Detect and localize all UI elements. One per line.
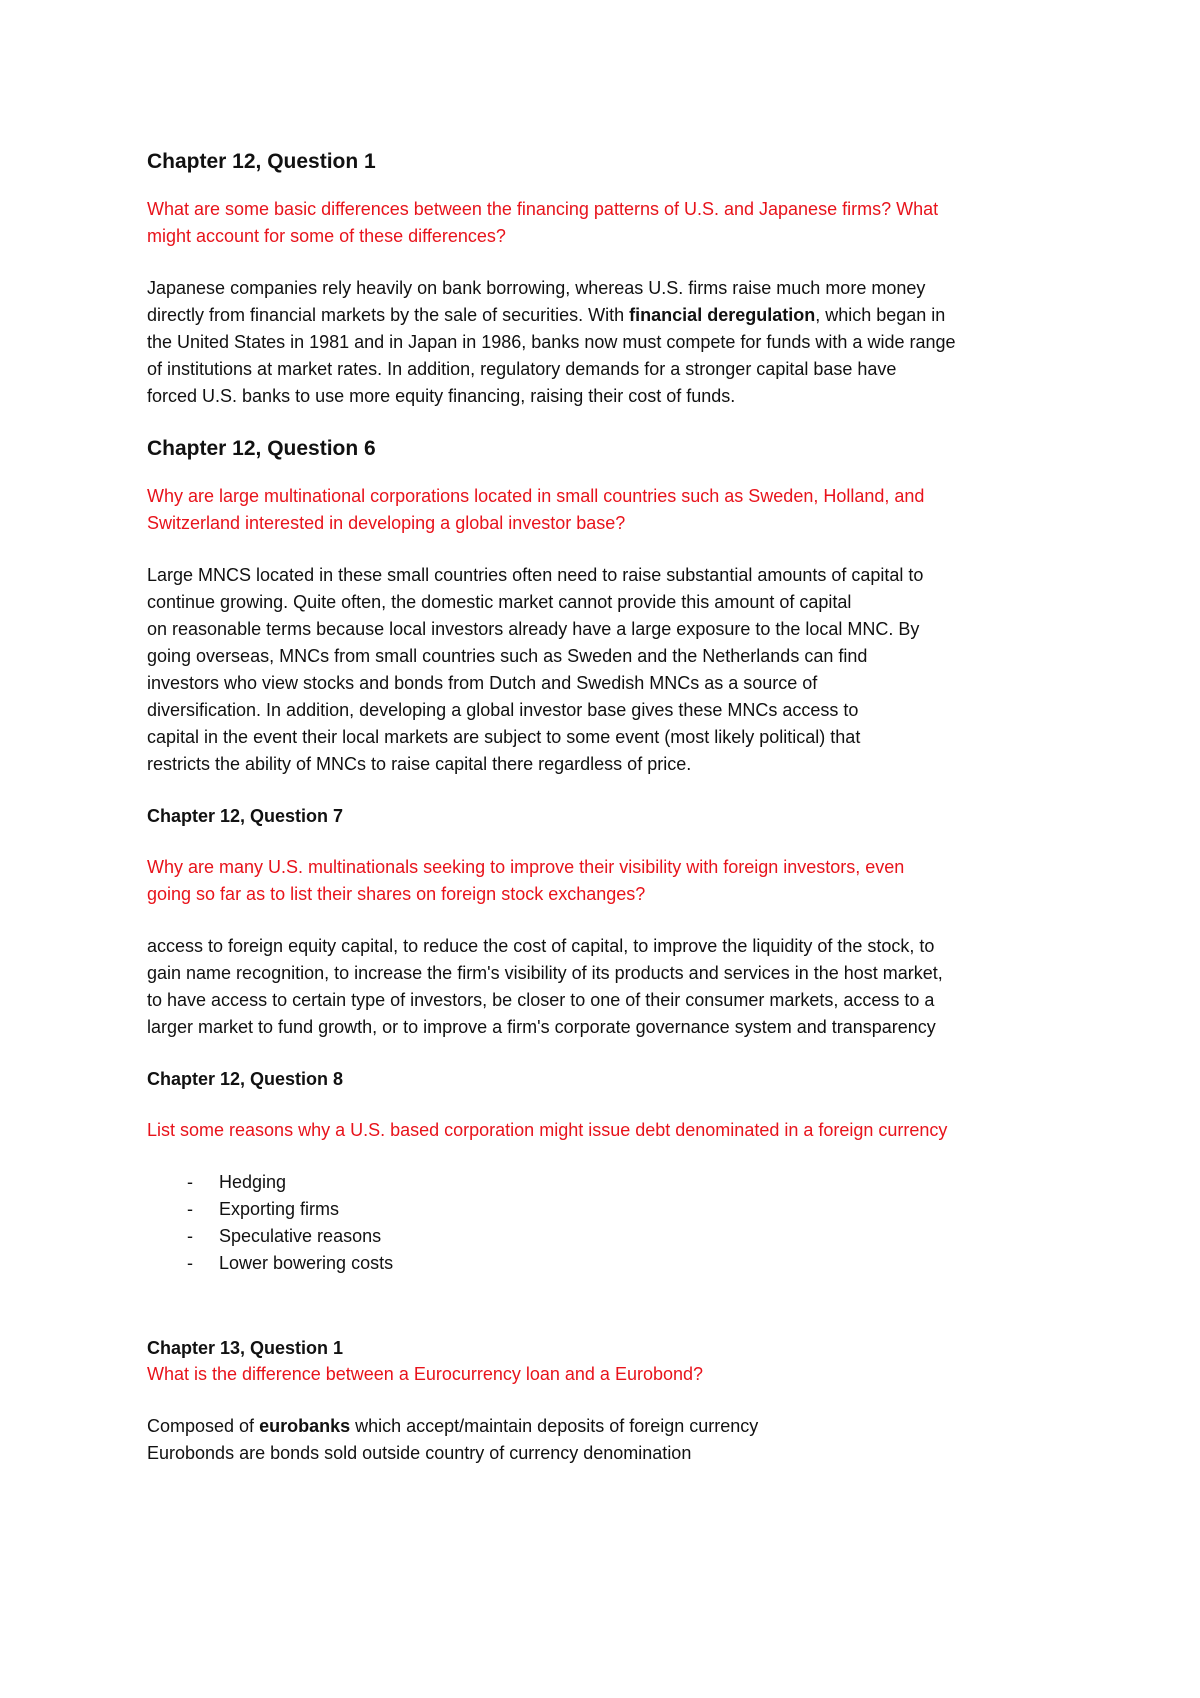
section-heading: Chapter 12, Question 7	[147, 806, 344, 826]
section-heading: Chapter 12, Question 8	[147, 1069, 344, 1089]
answer-line: larger market to fund growth, or to improve a firm's corporate governance system and transparency	[147, 1017, 936, 1037]
question-line: going so far as to list their shares on foreign stock exchanges?	[147, 884, 646, 904]
bullet-dash: -	[187, 1199, 193, 1219]
answer-line: restricts the ability of MNCs to raise capital there regardless of price.	[147, 754, 692, 774]
list-item: - Exporting firms	[147, 1196, 1067, 1223]
answer-line: directly from financial markets by the sale of securities. With financial deregulation, which began in	[147, 305, 946, 325]
answer-line: Large MNCS located in these small countries often need to raise substantial amounts of capital to	[147, 565, 924, 585]
bold-term: eurobanks	[259, 1416, 351, 1436]
question-line: What is the difference between a Eurocurrency loan and a Eurobond?	[147, 1364, 704, 1384]
answer-line: access to foreign equity capital, to reduce the cost of capital, to improve the liquidity of the stock, to	[147, 936, 935, 956]
section-heading: Chapter 12, Question 1	[147, 150, 376, 173]
section-heading: Chapter 13, Question 1	[147, 1338, 344, 1358]
bullet-dash: -	[187, 1226, 193, 1246]
question-line: Why are large multinational corporations located in small countries such as Sweden, Holland, and	[147, 486, 925, 506]
answer-line: on reasonable terms because local investors already have a large exposure to the local MNC. By	[147, 619, 920, 639]
answer-line: to have access to certain type of investors, be closer to one of their consumer markets, access to a	[147, 990, 935, 1010]
bullet-dash: -	[187, 1172, 193, 1192]
document-content	[147, 148, 1067, 1467]
answer-line: Eurobonds are bonds sold outside country of currency denomination	[147, 1443, 692, 1463]
answer-line: Composed of eurobanks which accept/maintain deposits of foreign currency	[147, 1416, 759, 1436]
answer-line: capital in the event their local markets are subject to some event (most likely political) that	[147, 727, 861, 747]
bullet-dash: -	[187, 1253, 193, 1273]
answer-line: of institutions at market rates. In addition, regulatory demands for a stronger capital base have	[147, 359, 897, 379]
list-item: - Hedging	[147, 1169, 1067, 1196]
bold-term: financial deregulation	[629, 305, 816, 325]
answer-line: Japanese companies rely heavily on bank borrowing, whereas U.S. firms raise much more money	[147, 278, 926, 298]
list-item: - Lower bowering costs	[147, 1250, 1067, 1277]
question-line: Why are many U.S. multinationals seeking to improve their visibility with foreign investors, even	[147, 857, 905, 877]
answer-line: gain name recognition, to increase the firm's visibility of its products and services in the host market,	[147, 963, 943, 983]
answer-line: investors who view stocks and bonds from Dutch and Swedish MNCs as a source of	[147, 673, 818, 693]
list-item: - Speculative reasons	[147, 1223, 1067, 1250]
question-line: Switzerland interested in developing a global investor base?	[147, 513, 626, 533]
section-heading: Chapter 12, Question 6	[147, 437, 376, 460]
answer-line: forced U.S. banks to use more equity financing, raising their cost of funds.	[147, 386, 736, 406]
question-line: What are some basic differences between the financing patterns of U.S. and Japanese firms? What	[147, 199, 939, 219]
question-line: List some reasons why a U.S. based corporation might issue debt denominated in a foreign currency	[147, 1120, 948, 1140]
answer-line: diversification. In addition, developing a global investor base gives these MNCs access to	[147, 700, 859, 720]
question-line: might account for some of these differences?	[147, 226, 506, 246]
answer-line: going overseas, MNCs from small countries such as Sweden and the Netherlands can find	[147, 646, 868, 666]
answer-line: the United States in 1981 and in Japan in 1986, banks now must compete for funds with a wide range	[147, 332, 956, 352]
reasons-list	[147, 1169, 1067, 1277]
answer-line: continue growing. Quite often, the domestic market cannot provide this amount of capital	[147, 592, 852, 612]
